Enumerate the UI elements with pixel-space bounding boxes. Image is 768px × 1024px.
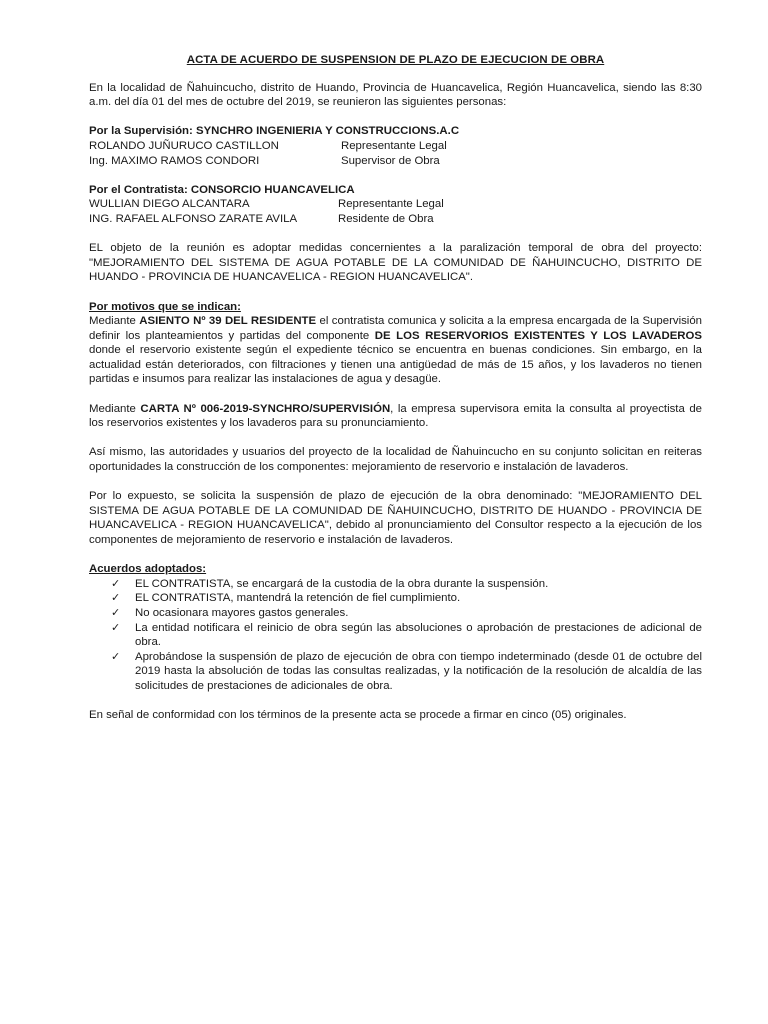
list-item: [89, 577, 702, 592]
motivos-heading: Por motivos que se indican:: [89, 300, 241, 313]
supervision-heading: Por la Supervisión: SYNCHRO INGENIERIA Y CONSTRUCCIONS.A.C: [89, 125, 460, 138]
person-name: ING. RAFAEL ALFONSO ZARATE AVILA: [89, 212, 298, 225]
motivos-paragraph-4: Por lo expuesto, se solicita la suspensión de plazo de ejecución de la obra denominado: "MEJORAMIENTO DEL SISTEMA DE AGUA POTABLE DE LA COMUNIDAD DE ÑAHUINCUCHO, DISTRITO DE HUANDO - PROVINCIA DE HUANCAVELICA - REGION HUANCAVELICA", debido al pronunciamiento del Consultor respecto a la ejecución de los componentes de mejoramiento de reservorio e instalación de lavaderos.: [89, 490, 702, 546]
person-role: Residente de Obra: [338, 212, 434, 225]
person-role: Representante Legal: [341, 139, 447, 152]
person-name: Ing. MAXIMO RAMOS CONDORI: [89, 154, 260, 167]
checkmark-icon: ✓: [111, 620, 121, 634]
checkmark-icon: ✓: [111, 605, 121, 619]
supervision-section: [89, 124, 702, 168]
list-item-text: EL CONTRATISTA, mantendrá la retención de fiel cumplimiento.: [135, 592, 461, 605]
contratista-person-row: [89, 212, 702, 227]
person-name: WULLIAN DIEGO ALCANTARA: [89, 198, 250, 211]
person-role: Supervisor de Obra: [341, 154, 440, 167]
motivos-paragraph-1: [89, 314, 702, 387]
text-run: , la empresa supervisora emita la consulta al proyectista de los reservorios existentes y los lavaderos para su pronunciamiento.: [89, 402, 703, 430]
list-item-text: EL CONTRATISTA, se encargará de la custodia de la obra durante la suspensión.: [135, 577, 549, 590]
text-run: donde el reservorio existente según el expediente técnico se encuentra en buenas condiciones. Sin embargo, en la actualidad están deteriorados, con filtraciones y tienen una antigüedad de más de 15 años, y los lavaderos no tienen partidas e insumos para realizar las instalaciones de agua y desagüe.: [89, 344, 702, 386]
supervision-person-row: [89, 139, 702, 154]
motivos-paragraph-3: Así mismo, las autoridades y usuarios del proyecto de la localidad de Ñahuincucho en su conjunto solicitan en reiteras oportunidades la construcción de los componentes: mejoramiento de reservorio e instalación de lavaderos.: [89, 446, 702, 474]
motivos-paragraph-2: [89, 402, 702, 431]
component-name: DE LOS RESERVORIOS EXISTENTES Y LOS LAVADEROS: [374, 329, 702, 342]
list-item-text: No ocasionara mayores gastos generales.: [135, 606, 349, 619]
checkmark-icon: ✓: [111, 576, 121, 590]
person-role: Representante Legal: [338, 198, 444, 211]
carta-reference: CARTA Nº 006-2019-SYNCHRO/SUPERVISIÓN: [140, 402, 391, 415]
list-item-text: Aprobándose la suspensión de plazo de ejecución de obra con tiempo indeterminado (desde 01 de octubre del 2019 hasta la absolución de todas las consultas realizadas, y la notificación de la resolución de alcaldía de las solicitudes de prestaciones de adicionales de obra.: [135, 650, 702, 692]
contratista-person-row: [89, 197, 702, 212]
asiento-reference: ASIENTO Nº 39 DEL RESIDENTE: [139, 315, 317, 328]
contratista-heading: Por el Contratista: CONSORCIO HUANCAVELICA: [89, 183, 355, 196]
intro-paragraph: En la localidad de Ñahuincucho, distrito de Huando, Provincia de Huancavelica, Región Huancavelica, siendo las 8:30 a.m. del día 01 del mes de octubre del 2019, se reunieron las siguientes personas:: [89, 81, 702, 109]
list-item-text: La entidad notificara el reinicio de obra según las absoluciones o aprobación de prestaciones de adicional de obra.: [135, 621, 702, 649]
list-item: [89, 650, 702, 694]
supervision-person-row: [89, 154, 702, 169]
list-item: [89, 606, 702, 621]
objeto-paragraph: EL objeto de la reunión es adoptar medidas concernientes a la paralización temporal de obra del proyecto: "MEJORAMIENTO DEL SISTEMA DE AGUA POTABLE DE LA COMUNIDAD DE ÑAHUINCUCHO, DISTRITO DE HUANDO - PROVINCIA DE HUANCAVELICA - REGION HUANCAVELICA".: [89, 242, 702, 284]
contratista-section: [89, 183, 702, 227]
document-title: ACTA DE ACUERDO DE SUSPENSION DE PLAZO DE EJECUCION DE OBRA: [186, 54, 605, 66]
closing-paragraph: En señal de conformidad con los términos de la presente acta se procede a firmar en cinco (05) originales.: [89, 709, 627, 722]
checkmark-icon: ✓: [111, 649, 121, 663]
person-name: ROLANDO JUÑURUCO CASTILLON: [89, 139, 279, 152]
acuerdos-list: [89, 577, 702, 694]
list-item: [89, 591, 702, 606]
checkmark-icon: ✓: [111, 591, 121, 605]
acuerdos-heading: Acuerdos adoptados:: [89, 563, 207, 576]
text-run: Mediante: [89, 402, 141, 415]
list-item: [89, 621, 702, 650]
text-run: Mediante: [89, 315, 140, 328]
text-run: el contratista comunica y solicita a la empresa encargada de la Supervisión definir los planteamientos y partidas del componente: [89, 315, 703, 342]
